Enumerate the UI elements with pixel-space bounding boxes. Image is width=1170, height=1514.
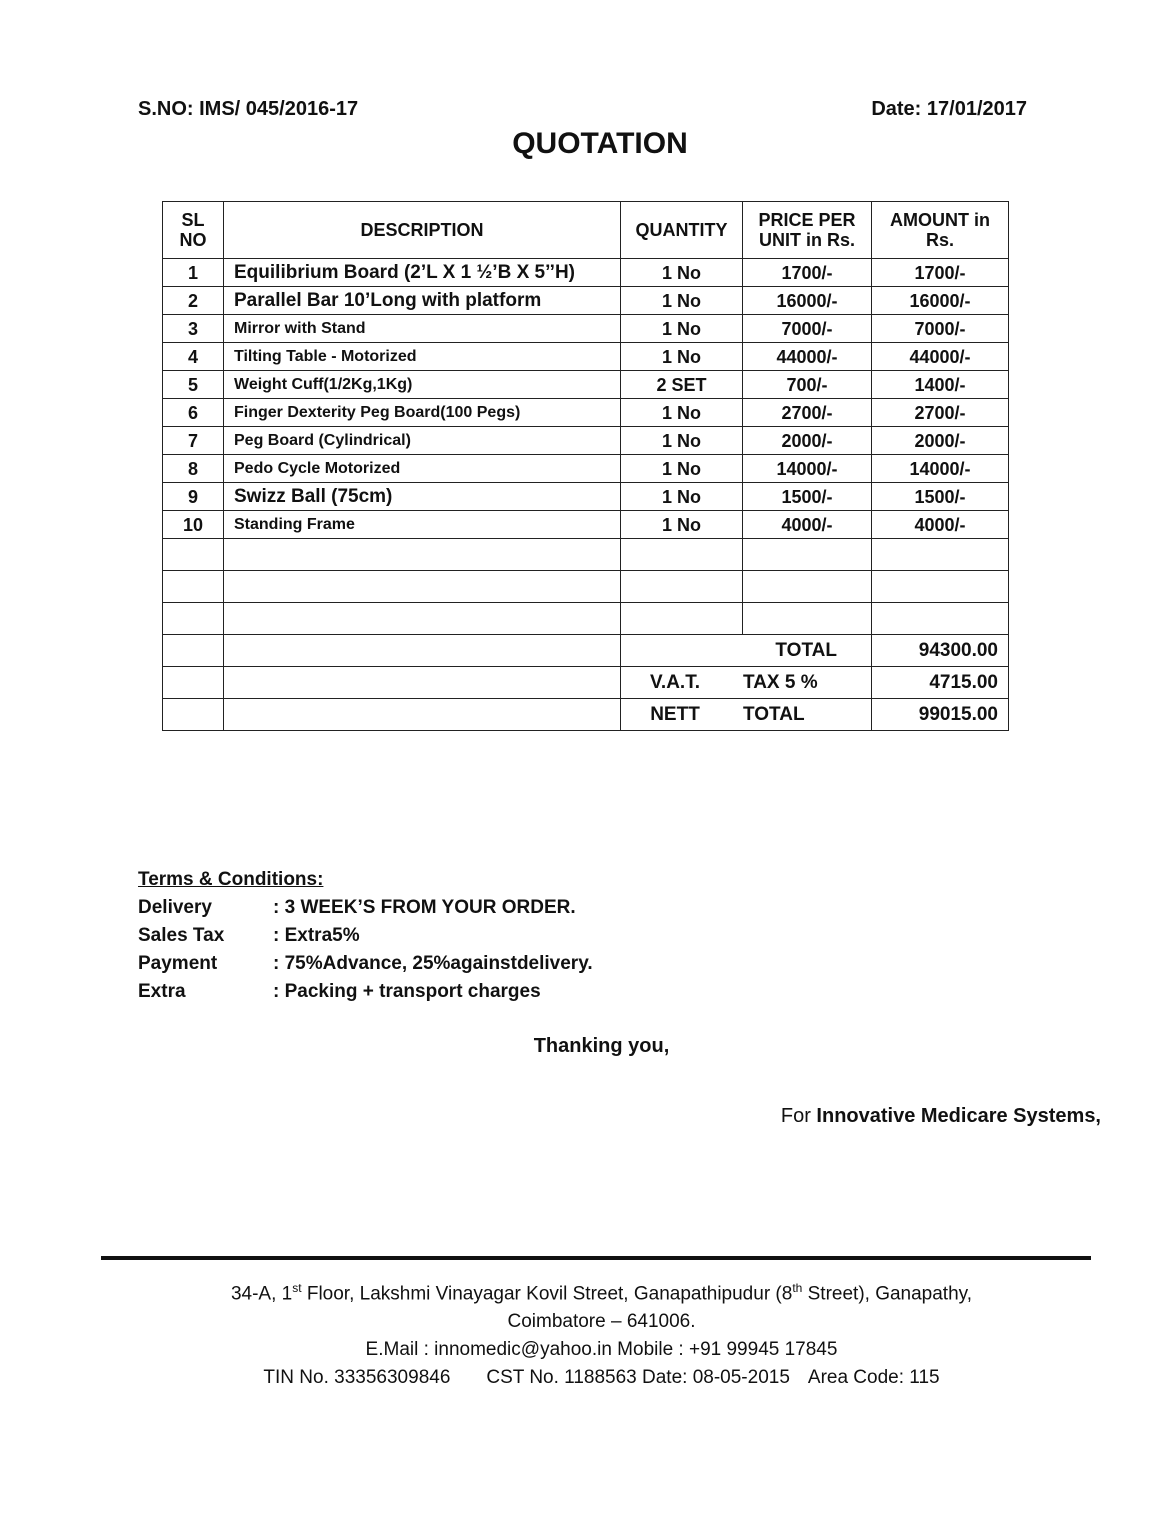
page-title: QUOTATION — [512, 127, 688, 160]
row-price: 14000/- — [743, 455, 872, 483]
table-header-row — [163, 202, 1009, 259]
table-row — [163, 511, 1009, 539]
table-row — [163, 343, 1009, 371]
nett-label-2: TOTAL — [743, 703, 805, 725]
header-price-line2: UNIT in Rs. — [758, 230, 855, 250]
term-key: Extra — [138, 981, 186, 1002]
address-part: Street), Ganapathy, — [802, 1283, 973, 1305]
row-amount: 7000/- — [872, 315, 1009, 343]
row-sl: 1 — [163, 259, 224, 287]
nett-total-row — [163, 699, 1009, 731]
term-delivery — [138, 894, 593, 922]
row-price: 2000/- — [743, 427, 872, 455]
term-key: Delivery — [138, 897, 212, 918]
total-amount: 94300.00 — [872, 635, 1009, 667]
row-quantity: 1 No — [621, 455, 743, 483]
row-price: 2700/- — [743, 399, 872, 427]
term-key: Payment — [138, 953, 218, 974]
nett-label-1: NETT — [650, 703, 700, 725]
row-amount: 2000/- — [872, 427, 1009, 455]
row-quantity: 1 No — [621, 483, 743, 511]
term-key: Sales Tax — [138, 925, 225, 946]
row-quantity: 1 No — [621, 427, 743, 455]
row-amount: 1400/- — [872, 371, 1009, 399]
row-description: Peg Board (Cylindrical) — [224, 427, 621, 455]
header-quantity: QUANTITY — [621, 202, 743, 259]
vat-label-2: TAX 5 % — [743, 671, 818, 693]
term-value: : 3 WEEK’S FROM YOUR ORDER. — [273, 897, 576, 918]
empty-row — [163, 603, 1009, 635]
header-amount-line2: Rs. — [925, 230, 954, 250]
address-part: 34-A, 1 — [230, 1283, 293, 1305]
row-amount: 4000/- — [872, 511, 1009, 539]
row-quantity: 2 SET — [621, 371, 743, 399]
row-sl: 6 — [163, 399, 224, 427]
signature-line — [781, 1105, 1101, 1128]
row-description: Parallel Bar 10’Long with platform — [224, 287, 621, 315]
address-sup: th — [792, 1281, 803, 1295]
row-description: Finger Dexterity Peg Board(100 Pegs) — [224, 399, 621, 427]
footer-contact: E.Mail : innomedic@yahoo.in Mobile : +91 99945 17845 — [365, 1339, 838, 1361]
row-description: Weight Cuff(1/2Kg,1Kg) — [224, 371, 621, 399]
cst-number: CST No. 1188563 Date: 08-05-2015 — [486, 1367, 790, 1389]
row-description: Mirror with Stand — [224, 315, 621, 343]
tin-number: TIN No. 33356309846 — [263, 1367, 451, 1389]
for-prefix: For — [780, 1105, 811, 1127]
address-sup: st — [292, 1281, 302, 1295]
row-description: Swizz Ball (75cm) — [224, 483, 621, 511]
header-sl-no — [163, 202, 224, 259]
row-sl: 9 — [163, 483, 224, 511]
row-amount: 16000/- — [872, 287, 1009, 315]
row-quantity: 1 No — [621, 287, 743, 315]
total-label: TOTAL — [621, 635, 872, 667]
row-quantity: 1 No — [621, 259, 743, 287]
header-amount-line1: AMOUNT in — [890, 210, 990, 230]
company-name: Innovative Medicare Systems, — [816, 1105, 1101, 1127]
header-price — [743, 202, 872, 259]
terms-section — [138, 866, 593, 1006]
table-row — [163, 427, 1009, 455]
row-amount: 1500/- — [872, 483, 1009, 511]
row-price: 4000/- — [743, 511, 872, 539]
empty-row — [163, 539, 1009, 571]
row-description: Equilibrium Board (2’L X 1 ½’B X 5’’H) — [224, 259, 621, 287]
header-description: DESCRIPTION — [224, 202, 621, 259]
table-row — [163, 455, 1009, 483]
row-quantity: 1 No — [621, 399, 743, 427]
quotation-table — [162, 201, 1009, 731]
table-row — [163, 371, 1009, 399]
row-sl: 4 — [163, 343, 224, 371]
row-quantity: 1 No — [621, 511, 743, 539]
header-price-line1: PRICE PER — [758, 210, 856, 230]
row-price: 1500/- — [743, 483, 872, 511]
total-row — [163, 635, 1009, 667]
term-value: : Packing + transport charges — [273, 981, 541, 1002]
table-row — [163, 399, 1009, 427]
footer-divider — [101, 1256, 1091, 1260]
row-sl: 3 — [163, 315, 224, 343]
term-value: : Extra5% — [273, 925, 360, 946]
row-sl: 5 — [163, 371, 224, 399]
row-quantity: 1 No — [621, 343, 743, 371]
row-price: 1700/- — [743, 259, 872, 287]
header-sl-line2: NO — [179, 230, 207, 250]
vat-label — [621, 667, 872, 699]
empty-row — [163, 571, 1009, 603]
row-description: Pedo Cycle Motorized — [224, 455, 621, 483]
footer-city: Coimbatore – 641006. — [507, 1311, 696, 1333]
address-part: Floor, Lakshmi Vinayagar Kovil Street, Ganapathipudur (8 — [301, 1283, 793, 1305]
thanks-text: Thanking you, — [533, 1035, 670, 1057]
footer-address — [0, 1274, 1170, 1308]
terms-heading: Terms & Conditions: — [138, 869, 324, 890]
nett-amount: 99015.00 — [872, 699, 1009, 731]
term-extra — [138, 978, 593, 1006]
area-code: Area Code: 115 — [807, 1367, 940, 1389]
table-row — [163, 483, 1009, 511]
quotation-date: Date: 17/01/2017 — [871, 98, 1027, 120]
row-price: 700/- — [743, 371, 872, 399]
header-amount — [872, 202, 1009, 259]
table-row — [163, 259, 1009, 287]
term-payment — [138, 950, 593, 978]
row-sl: 8 — [163, 455, 224, 483]
row-description: Tilting Table - Motorized — [224, 343, 621, 371]
row-amount: 1700/- — [872, 259, 1009, 287]
row-amount: 44000/- — [872, 343, 1009, 371]
row-sl: 7 — [163, 427, 224, 455]
row-amount: 14000/- — [872, 455, 1009, 483]
row-price: 7000/- — [743, 315, 872, 343]
row-amount: 2700/- — [872, 399, 1009, 427]
table-row — [163, 315, 1009, 343]
vat-row — [163, 667, 1009, 699]
serial-number: S.NO: IMS/ 045/2016-17 — [138, 98, 359, 120]
term-sales-tax — [138, 922, 593, 950]
row-description: Standing Frame — [224, 511, 621, 539]
term-value: : 75%Advance, 25%againstdelivery. — [273, 953, 593, 974]
footer-registration — [0, 1364, 1170, 1392]
footer — [0, 1274, 1170, 1392]
vat-amount: 4715.00 — [872, 667, 1009, 699]
row-price: 16000/- — [743, 287, 872, 315]
header-sl-line1: SL — [181, 210, 205, 230]
vat-label-1: V.A.T. — [650, 671, 700, 693]
nett-label — [621, 699, 872, 731]
row-price: 44000/- — [743, 343, 872, 371]
row-quantity: 1 No — [621, 315, 743, 343]
row-sl: 2 — [163, 287, 224, 315]
table-row — [163, 287, 1009, 315]
row-sl: 10 — [163, 511, 224, 539]
